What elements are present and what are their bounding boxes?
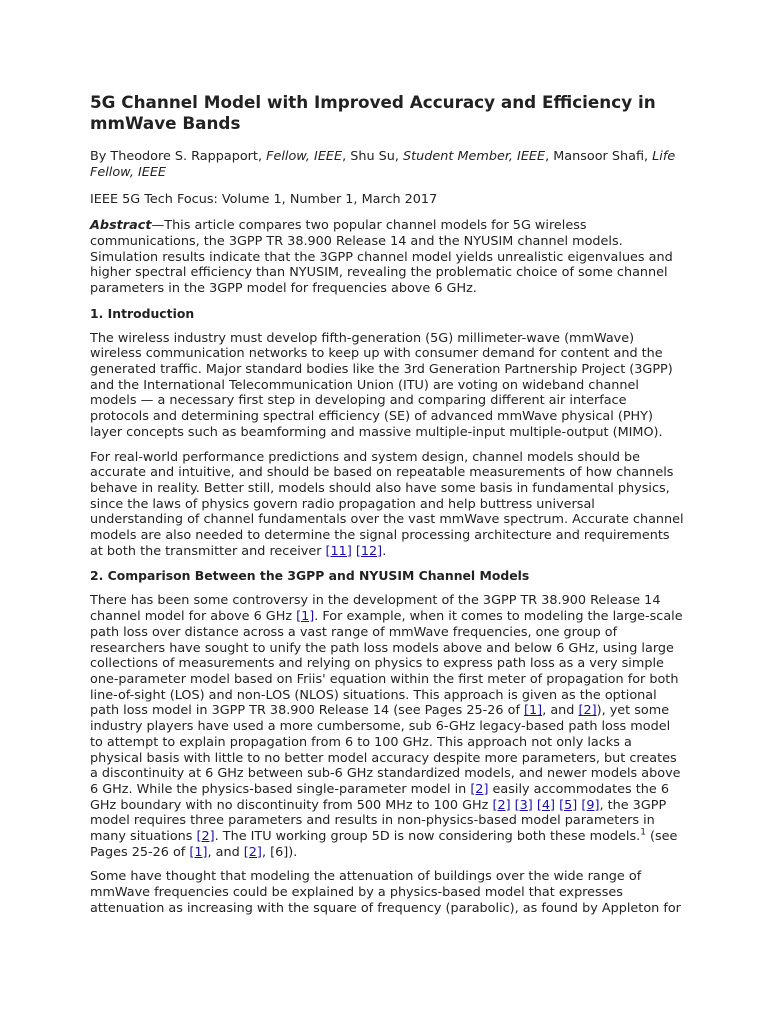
reference-link[interactable]: [4]	[536, 797, 556, 813]
paragraph-text: , and	[542, 703, 579, 719]
reference-link[interactable]: [2]	[470, 781, 489, 797]
reference-link[interactable]: [2]	[196, 829, 215, 845]
footnote-marker: 1	[640, 827, 646, 838]
paragraph-text: (see Pages 25-26 of	[90, 829, 678, 860]
section-heading: 1. Introduction	[90, 305, 195, 321]
paragraph: The wireless industry must develop fifth-generation (5G) millimeter-wave (mmWave) wireless communication networks to keep up with consumer demand for content and the generated traffic. Major standard bodies like the 3rd Generation Partnership Project (3GPP) and the International Telecommunication Union (ITU) are voting on wideband channel models — a necessary first step in developing and comparing different air interface protocols and determining spectral efficiency (SE) of advanced mmWave physical (PHY) layer concepts such as beamforming and massive multiple-input multiple-output (MIMO).	[90, 330, 673, 440]
publication-info: IEEE 5G Tech Focus: Volume 1, Number 1, March 2017	[90, 192, 438, 208]
author-role: Fellow, IEEE	[266, 149, 343, 164]
paragraph-text: , [6]).	[261, 844, 298, 860]
reference-link[interactable]: [12]	[355, 543, 383, 559]
paragraph-text: easily accommodates the 6 GHz boundary with no discontinuity from 500 MHz to 100 GHz	[90, 781, 669, 813]
paragraph-text: . For example, when it comes to modeling the large-scale path loss over distance across a vast range of mmWave frequencies, one group of researchers have sought to unify the path loss models above and below 6 GHz, using large collections of measurements and relying on physics to express path loss as a very simple one-parameter model based on Friis' equation within the first meter of propagation for both line-of-sight (LOS) and non-LOS (NLOS) situations. This approach is given as the optional path loss model in 3GPP TR 38.900 Release 14 (see Pages 25-26 of	[90, 609, 683, 719]
reference-link[interactable]: [1]	[524, 703, 543, 719]
reference-link[interactable]: [2]	[243, 844, 262, 860]
reference-link[interactable]: [5]	[559, 797, 578, 813]
reference-link[interactable]: [3]	[514, 797, 533, 813]
paragraph	[90, 593, 686, 860]
abstract-text: —This article compares two popular channel models for 5G wireless communications, the 3GPP TR 38.900 Release 14 and the NYUSIM channel models. Simulation results indicate that the 3GPP channel model yields unrealistic eigenvalues and higher spectral efficiency than NYUSIM, revealing the problematic choice of some channel parameters in the 3GPP model for frequencies above 6 GHz.	[90, 218, 673, 296]
paragraph	[90, 450, 686, 560]
article-page	[90, 92, 686, 926]
paragraph-text: , and	[207, 844, 244, 860]
section-heading: 2. Comparison Between the 3GPP and NYUSIM Channel Models	[90, 568, 530, 584]
reference-link[interactable]: [11]	[325, 543, 352, 559]
paragraph-text: , the 3GPP model requires three parameters and results in non-physics-based model parameters in many situations	[90, 797, 667, 845]
reference-link[interactable]: [1]	[189, 844, 208, 860]
reference-link[interactable]: [1]	[296, 609, 315, 625]
reference-link[interactable]: [9]	[581, 797, 600, 813]
paragraph: Some have thought that modeling the attenuation of buildings over the wide range of mmWave frequencies could be explained by a physics-based model that expresses attenuation as increasing with the square of frequency (parabolic), as found by Appleton for	[90, 869, 681, 916]
article-title: 5G Channel Model with Improved Accuracy and Efficiency in mmWave Bands	[90, 92, 656, 133]
paragraph-text: . The ITU working group 5D is now considering both these models.	[214, 829, 641, 845]
byline-text: , Shu Su,	[342, 149, 404, 164]
reference-link[interactable]: [2]	[492, 797, 511, 813]
abstract-paragraph	[90, 218, 686, 297]
paragraph-text: .	[382, 543, 387, 559]
author-role: Student Member, IEEE	[403, 149, 546, 164]
byline-text: , Mansoor Shafi,	[545, 149, 653, 164]
paragraph-text: ), yet some industry players have used a more cumbersome, sub 6-GHz legacy-based path loss model to attempt to explain propagation from 6 to 100 GHz. This approach not only lacks a physical basis with little to no better model accuracy despite more parameters, but creates a discontinuity at 6 GHz between sub-6 GHz standardized models, and newer models above 6 GHz. While the physics-based single-parameter model in	[90, 703, 681, 797]
author-role: Life Fellow, IEEE	[90, 149, 676, 180]
byline-text: By Theodore S. Rappaport,	[90, 149, 267, 164]
paragraph-text: There has been some controversy in the development of the 3GPP TR 38.900 Release 14 channel model for above 6 GHz	[90, 593, 661, 625]
abstract-label: Abstract	[90, 218, 152, 234]
paragraph-text: For real-world performance predictions and system design, channel models should be accurate and intuitive, and should be based on repeatable measurements of how channels behave in reality. Better still, models should also have some basis in fundamental physics, since the laws of physics govern radio propagation and help buttress universal understanding of channel fundamentals over the vast mmWave spectrum. Accurate channel models are also needed to determine the signal processing architecture and requirements at both the transmitter and receiver	[90, 449, 684, 559]
reference-link[interactable]: [2]	[578, 703, 597, 719]
author-byline	[90, 149, 686, 180]
